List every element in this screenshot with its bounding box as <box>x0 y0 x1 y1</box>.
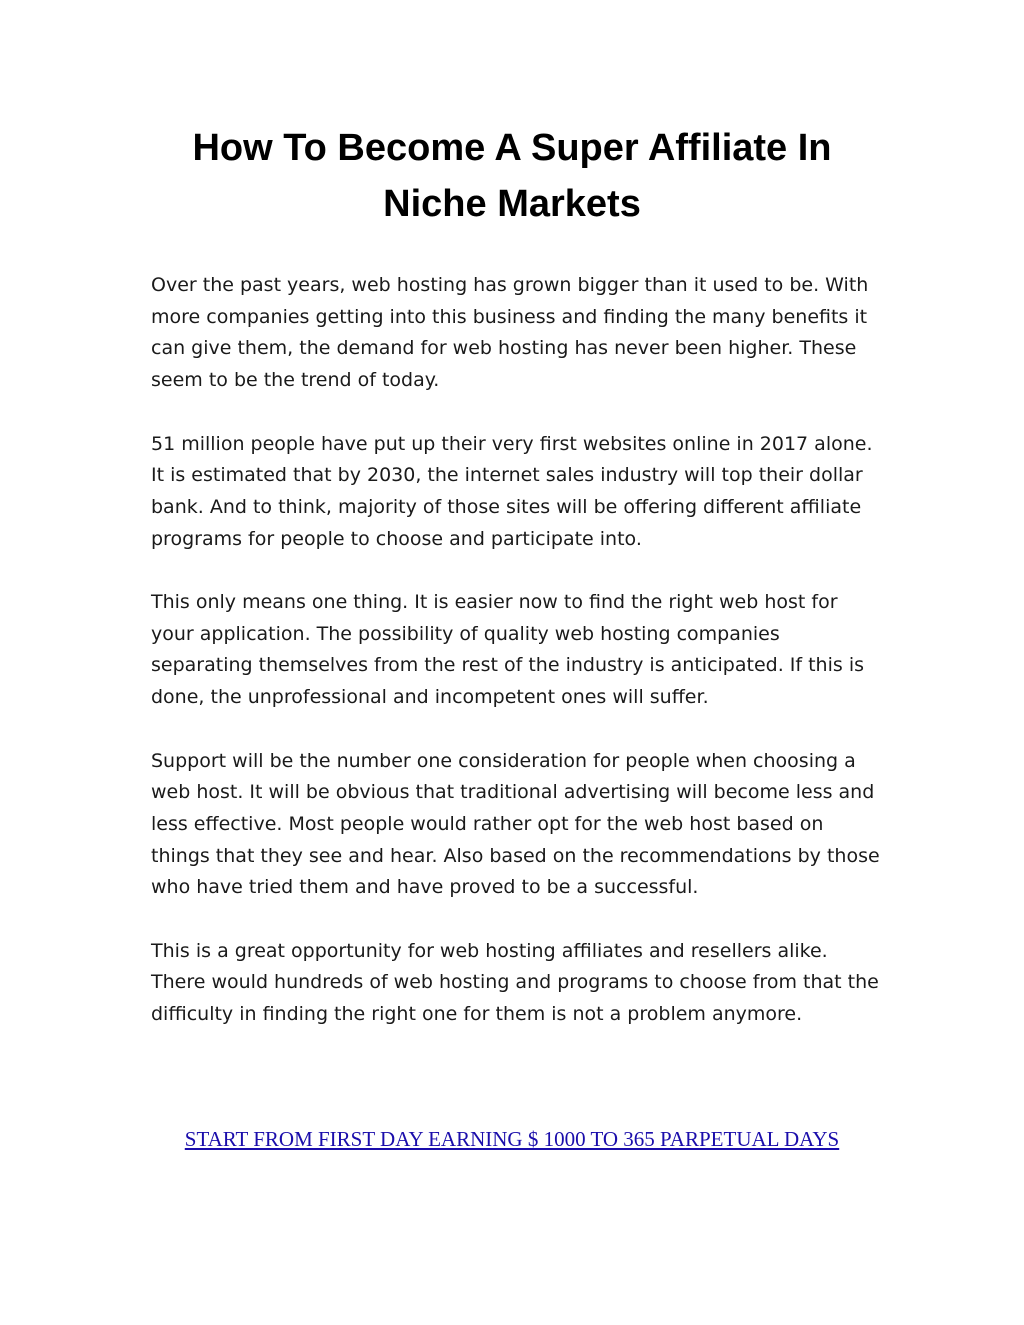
paragraph-5: This is a great opportunity for web hosting affiliates and resellers alike. There would hundreds of web hosting and programs to choose from that the difficulty in finding the right one for them is not a problem anymore. <box>151 939 879 1026</box>
paragraph-3: This only means one thing. It is easier now to find the right web host for your application. The possibility of quality web hosting companies separating themselves from the rest of the industry is anticipated. If this is done, the unprofessional and incompetent ones will suffer. <box>151 591 864 709</box>
article-body <box>151 270 881 1063</box>
cta-container <box>140 1126 884 1153</box>
paragraph-4: Support will be the number one consideration for people when choosing a web host. It will be obvious that traditional advertising will become less and less effective. Most people would rather opt for the web host based on things that they see and hear. Also based on the recommendations by those who have tried them and have proved to be a successful. <box>151 749 880 899</box>
paragraph-1: Over the past years, web hosting has grown bigger than it used to be. With more companies getting into this business and finding the many benefits it can give them, the demand for web hosting has never been higher. These seem to be the trend of today. <box>151 274 869 392</box>
paragraph-2: 51 million people have put up their very first websites online in 2017 alone. It is estimated that by 2030, the internet sales industry will top their dollar bank. And to think, majority of those sites will be offering different affiliate programs for people to choose and participate into. <box>151 432 873 550</box>
cta-link[interactable]: START FROM FIRST DAY EARNING $ 1000 TO 365 PARPETUAL DAYS <box>184 1127 840 1151</box>
page-title: How To Become A Super Affiliate In Niche Markets <box>192 127 832 225</box>
